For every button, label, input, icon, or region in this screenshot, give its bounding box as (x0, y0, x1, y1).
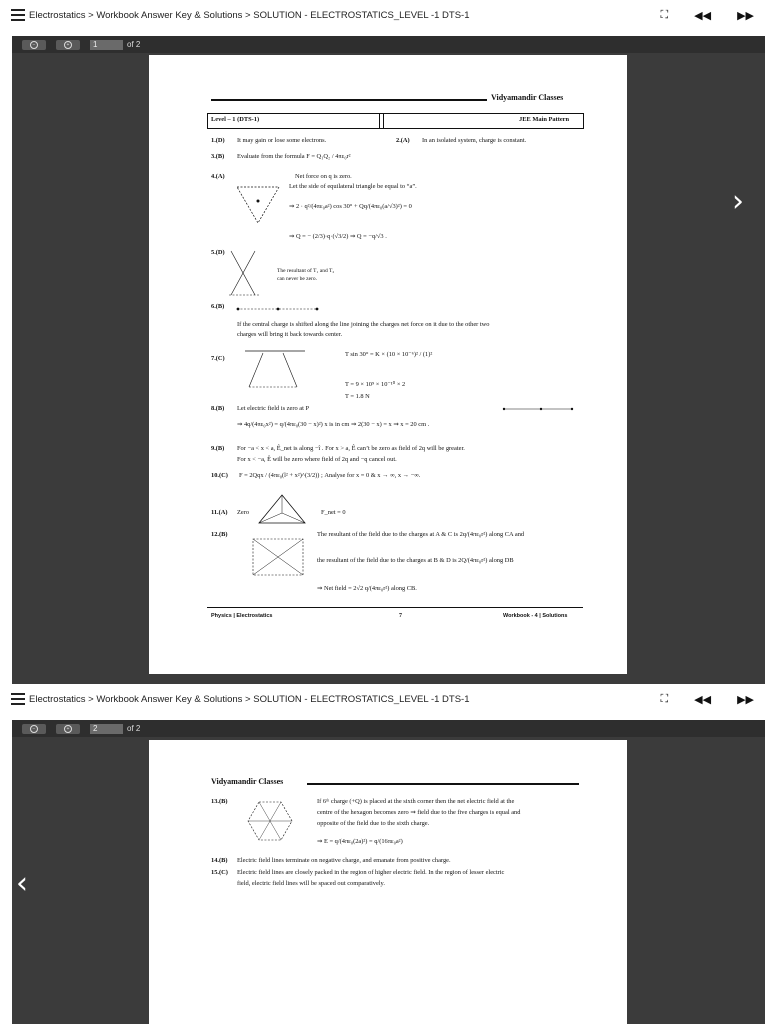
fullscreen-icon[interactable]: ⛶ (660, 8, 669, 21)
field-point-diagram (501, 401, 575, 419)
page-number-input[interactable]: 1 (90, 40, 123, 50)
footer-page-number: 7 (399, 613, 402, 619)
pattern-label: JEE Main Pattern (519, 116, 570, 123)
rewind-icon[interactable]: ◀◀ (694, 693, 712, 706)
solution-13d: ⇒ E = q/(4πε₀(2a)²) = q/(16πε₀a²) (317, 838, 403, 845)
triangle-forces-diagram (257, 493, 307, 525)
solution-15b: field, electric field lines will be spaced out comparatively. (237, 880, 385, 887)
solution-4d: ⇒ Q = − (2/3)·q·(√3/2) ⇒ Q = −q/√3 . (289, 233, 387, 240)
solution-9a: For −a < x < a, Ê_net is along −î . For x > a, Ê can’t be zero as field of 2q will be greater. (237, 445, 465, 452)
solution-13a: If 6ᵗʰ charge (+Q) is placed at the sixth corner then the net electric field at the (317, 798, 515, 805)
breadcrumb[interactable]: Electrostatics > Workbook Answer Key & Solutions > SOLUTION - ELECTROSTATICS_LEVEL -1 DTS-1 (29, 9, 470, 21)
solution-14: Electric field lines terminate on negative charge, and emanate from positive charge. (237, 857, 451, 864)
solution-7a: T sin 30° = K × (10 × 10⁻⁶)² / (1)² (345, 351, 433, 358)
solution-1: It may gain or lose some electrons. (237, 137, 327, 144)
solution-10: F = 2Qqx / (4πε₀(l² + x²)^(3/2)) ; Analyse for x = 0 & x → ∞, x → −∞. (239, 472, 421, 479)
answer-2: 2.(A) (396, 137, 410, 144)
answer-13: 13.(B) (211, 798, 228, 805)
brand-title: Vidyamandir Classes (211, 777, 284, 786)
square-charges-diagram (249, 535, 309, 579)
solution-13b: centre of the hexagon becomes zero ⇒ field due to the five charges is equal and (317, 809, 521, 816)
solution-9b: For x < −a, Ê will be zero where field of 2q and −q cancel out. (237, 456, 397, 463)
prev-page-icon[interactable]: ‹ (16, 866, 28, 901)
answer-12: 12.(B) (211, 531, 228, 538)
fast-forward-icon[interactable]: ▶▶ (737, 9, 754, 22)
solution-4a: Net force on q is zero. (295, 173, 352, 180)
viewer-toolbar (12, 720, 765, 737)
string-tension-diagram (241, 349, 307, 401)
solution-4c: ⇒ 2 · q²/(4πε₀a²) cos 30° + Qq/(4πε₀(a/√3)²) = 0 (289, 203, 412, 210)
page-count: of 2 (127, 40, 141, 49)
triangle-diagram (233, 183, 283, 229)
document-page (149, 55, 627, 674)
answer-14: 14.(B) (211, 857, 228, 864)
hexagon-diagram (245, 798, 295, 844)
answer-4: 4.(A) (211, 173, 225, 180)
solution-8b: ⇒ 4q/(4πε₀x²) = q/(4πε₀(30 − x)²) x is in cm ⇒ 2(30 − x) = x ⇒ x = 20 cm . (237, 421, 430, 428)
hamburger-icon[interactable] (11, 9, 25, 21)
level-label: Level – 1 (DTS-1) (211, 116, 260, 123)
solution-12a: The resultant of the field due to the charges at A & C is 2q/(4πε₀r²) along CA and (317, 531, 525, 538)
solution-11a: Zero (237, 509, 250, 516)
solution-6b: charges will bring it back towards center. (237, 331, 343, 338)
footer-book: Workbook - 4 | Solutions (503, 613, 568, 619)
top-bar (0, 0, 768, 30)
solution-7b: T = 9 × 10⁹ × 10⁻¹⁰ × 2 (345, 381, 406, 388)
answer-9: 9.(B) (211, 445, 225, 452)
answer-3: 3.(B) (211, 153, 225, 160)
viewer-toolbar (12, 36, 765, 53)
document-page (149, 740, 627, 1024)
brand-title: Vidyamandir Classes (491, 93, 564, 102)
solution-2: In an isolated system, charge is constant. (422, 137, 527, 144)
zoom-out-button[interactable]: − (22, 40, 46, 50)
answer-8: 8.(B) (211, 405, 225, 412)
solution-5b: can never be zero. (277, 276, 318, 282)
top-bar (0, 684, 768, 714)
solution-12c: ⇒ Net field = 2√2 q/(4πε₀r²) along CB. (317, 585, 417, 592)
solution-7c: T = 1.8 N (345, 393, 370, 400)
answer-5: 5.(D) (211, 249, 225, 256)
solution-12b: the resultant of the field due to the charges at B & D is 2Q/(4πε₀r²) along DB (317, 557, 514, 564)
charges-line-diagram (233, 299, 323, 315)
solution-6a: If the central charge is shifted along the line joining the charges net force on it due to the other two (237, 321, 490, 328)
solution-8a: Let electric field is zero at P (237, 405, 310, 412)
solution-4b: Let the side of equilateral triangle be equal to “a”. (289, 183, 417, 190)
solution-13c: opposite of the field due to the sixth charge. (317, 820, 430, 827)
answer-15: 15.(C) (211, 869, 228, 876)
answer-11: 11.(A) (211, 509, 228, 516)
hamburger-icon[interactable] (11, 693, 25, 705)
footer-subject: Physics | Electrostatics (211, 613, 273, 619)
next-page-icon[interactable]: › (732, 184, 744, 219)
solution-5a: The resultant of T₁ and T₂ (277, 268, 335, 274)
page-number-input[interactable]: 2 (90, 724, 123, 734)
breadcrumb[interactable]: Electrostatics > Workbook Answer Key & Solutions > SOLUTION - ELECTROSTATICS_LEVEL -1 DTS-1 (29, 693, 470, 705)
solution-11b: F_net = 0 (321, 509, 346, 516)
page-count: of 2 (127, 724, 141, 733)
pendulum-diagram (225, 247, 265, 299)
fast-forward-icon[interactable]: ▶▶ (737, 693, 754, 706)
answer-7: 7.(C) (211, 355, 225, 362)
rewind-icon[interactable]: ◀◀ (694, 9, 712, 22)
answer-10: 10.(C) (211, 472, 228, 479)
answer-6: 6.(B) (211, 303, 225, 310)
zoom-in-button[interactable]: + (56, 40, 80, 50)
answer-1: 1.(D) (211, 137, 225, 144)
zoom-in-button[interactable]: + (56, 724, 80, 734)
zoom-out-button[interactable]: − (22, 724, 46, 734)
fullscreen-icon[interactable]: ⛶ (660, 692, 669, 705)
solution-15a: Electric field lines are closely packed in the region of higher electric field. In the region of lesser electric (237, 869, 505, 876)
solution-3: Evaluate from the formula F = Q₁Q₂ / 4πε₀r² (237, 153, 351, 160)
